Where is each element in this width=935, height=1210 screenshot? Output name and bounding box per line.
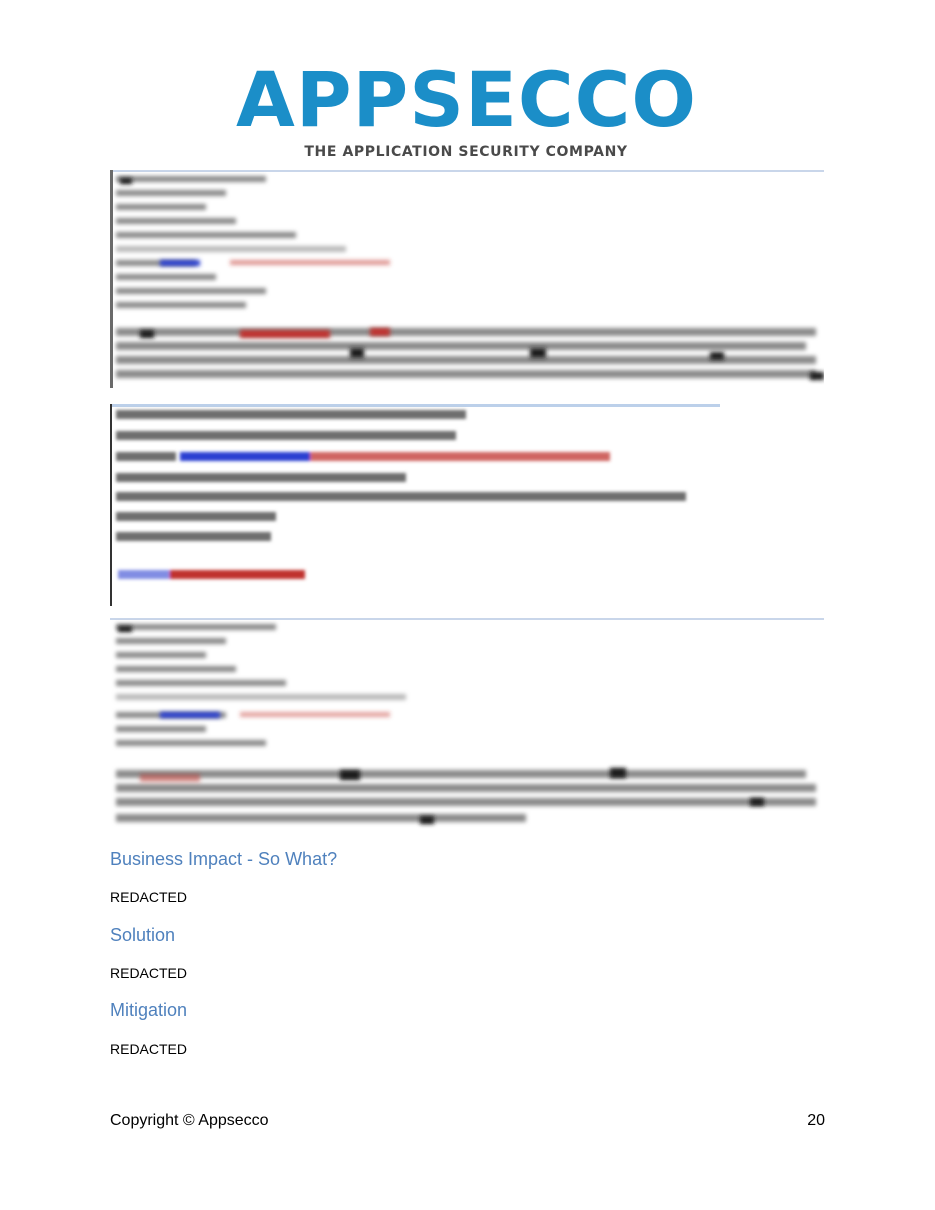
appsecco-logo <box>236 55 698 165</box>
section-body-mitigation: REDACTED <box>110 1041 188 1057</box>
redacted-screenshot-2-image <box>110 404 824 606</box>
section-heading-mitigation: Mitigation <box>110 1000 188 1020</box>
redacted-screenshot-2 <box>110 404 824 606</box>
redacted-screenshot-3-image <box>110 618 824 830</box>
redacted-screenshot-3 <box>110 618 824 830</box>
footer-copyright: Copyright © Appsecco <box>110 1112 269 1129</box>
redacted-screenshot-1-image <box>110 170 824 388</box>
footer-page-number: 20 <box>807 1112 825 1129</box>
logo-wordmark: APPSECCO <box>236 55 698 144</box>
redacted-screenshot-1 <box>110 170 824 388</box>
section-body-business-impact: REDACTED <box>110 889 188 905</box>
logo-tagline: THE APPLICATION SECURITY COMPANY <box>304 144 628 160</box>
section-body-solution: REDACTED <box>110 965 188 981</box>
section-heading-solution: Solution <box>110 925 176 945</box>
section-heading-business-impact: Business Impact - So What? <box>110 849 338 869</box>
